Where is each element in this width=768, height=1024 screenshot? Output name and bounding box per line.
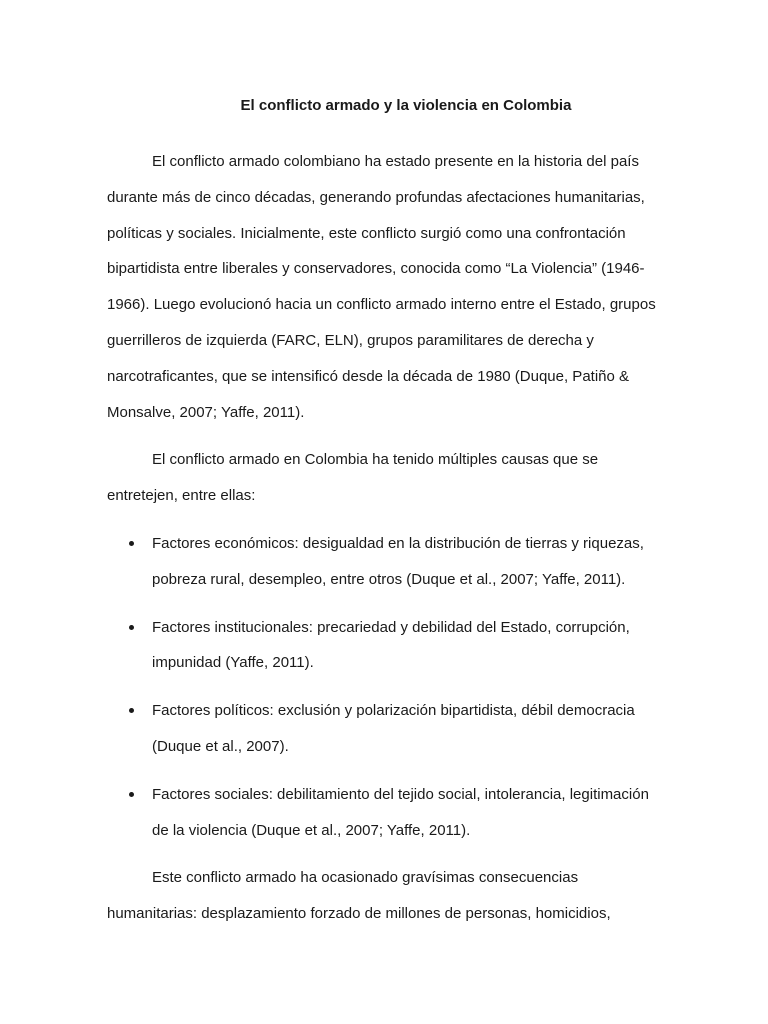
text-line: durante más de cinco décadas, generando profundas afectaciones humanitarias, <box>107 188 645 206</box>
paragraph-intro <box>107 144 672 430</box>
text-line: humanitarias: desplazamiento forzado de millones de personas, homicidios, <box>107 905 611 923</box>
paragraph-causes <box>107 442 672 514</box>
text-line: Factores institucionales: precariedad y debilidad del Estado, corrupción, <box>152 618 630 636</box>
text-line: 1966). Luego evolucionó hacia un conflicto armado interno entre el Estado, grupos <box>107 296 656 314</box>
list-item <box>107 610 672 682</box>
list-item <box>107 693 672 765</box>
list-item <box>107 777 672 849</box>
bullet-icon <box>129 708 134 713</box>
text-line: de la violencia (Duque et al., 2007; Yaffe, 2011). <box>152 821 471 839</box>
text-line: pobreza rural, desempleo, entre otros (Duque et al., 2007; Yaffe, 2011). <box>152 570 626 588</box>
text-line: impunidad (Yaffe, 2011). <box>152 654 314 672</box>
text-line: Factores económicos: desigualdad en la distribución de tierras y riquezas, <box>152 534 644 552</box>
bullet-icon <box>129 792 134 797</box>
text-line: (Duque et al., 2007). <box>152 737 289 755</box>
causes-list <box>107 526 672 848</box>
list-item <box>107 526 672 598</box>
bullet-icon <box>129 625 134 630</box>
document-body <box>107 144 672 944</box>
bullet-icon <box>129 541 134 546</box>
text-line: guerrilleros de izquierda (FARC, ELN), grupos paramilitares de derecha y <box>107 331 594 349</box>
text-line: políticas y sociales. Inicialmente, este conflicto surgió como una confrontación <box>107 224 626 242</box>
text-line: Factores sociales: debilitamiento del tejido social, intolerancia, legitimación <box>152 785 649 803</box>
text-line: narcotraficantes, que se intensificó desde la década de 1980 (Duque, Patiño & <box>107 367 630 385</box>
text-line: Este conflicto armado ha ocasionado gravísimas consecuencias <box>152 869 579 887</box>
text-line: bipartidista entre liberales y conservadores, conocida como “La Violencia” (1946- <box>107 260 645 278</box>
text-line: El conflicto armado colombiano ha estado presente en la historia del país <box>152 153 639 170</box>
paragraph-consequences <box>107 860 672 932</box>
text-line: El conflicto armado en Colombia ha tenido múltiples causas que se <box>152 451 599 469</box>
text-line: Monsalve, 2007; Yaffe, 2011). <box>107 403 305 421</box>
document-title: El conflicto armado y la violencia en Colombia <box>240 97 572 114</box>
text-line: entretejen, entre ellas: <box>107 487 256 505</box>
text-line: Factores políticos: exclusión y polarización bipartidista, débil democracia <box>152 702 635 720</box>
